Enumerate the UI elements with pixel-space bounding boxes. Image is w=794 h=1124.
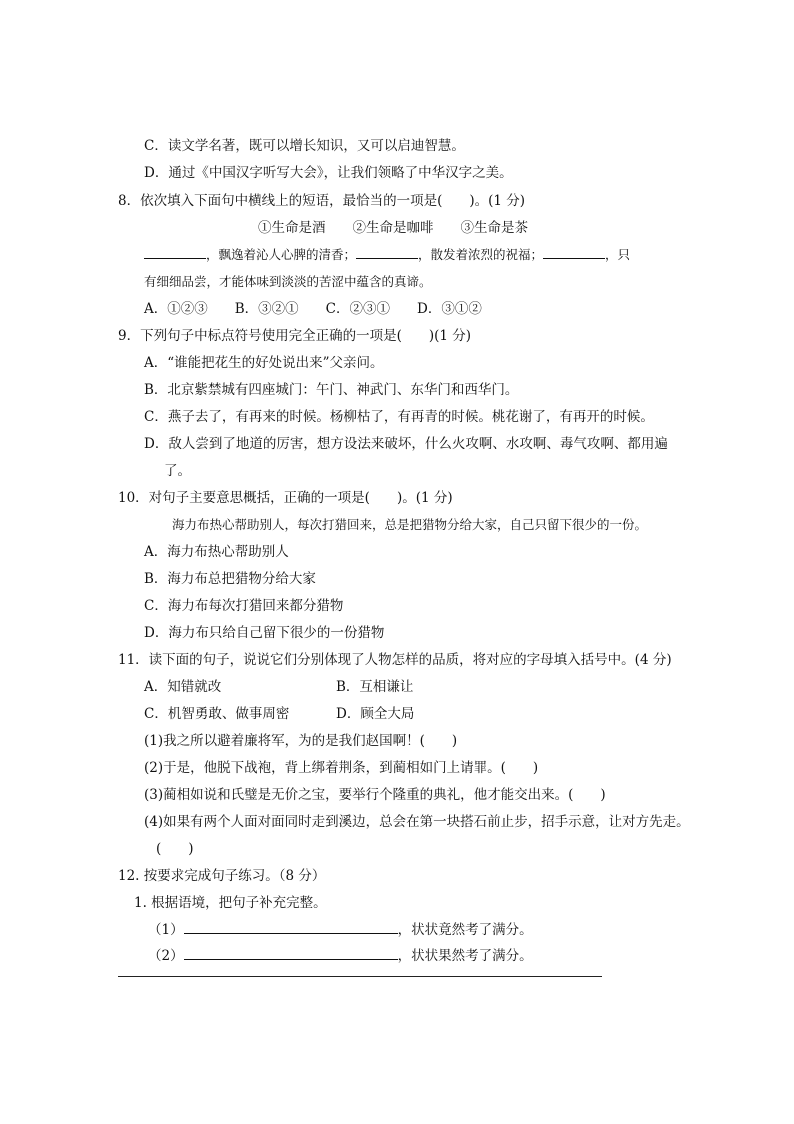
q11-sentence-4: (4)如果有两个人面对面同时走到溪边，总会在第一块搭石前止步，招手示意，让对方先走。 bbox=[144, 814, 690, 830]
q10-option-b: B．海力布总把猎物分给大家 bbox=[144, 571, 316, 587]
q12-item-1 bbox=[148, 921, 533, 939]
q9-option-d-cont: 了。 bbox=[164, 463, 191, 479]
q11-stem: 11．读下面的句子，说说它们分别体现了人物怎样的品质，将对应的字母填入括号中。(4 分) bbox=[118, 652, 672, 668]
q9-option-c: C．燕子去了，有再来的时候。杨柳枯了，有再青的时候。桃花谢了，有再开的时候。 bbox=[144, 409, 654, 425]
q7-option-d: D．通过《中国汉字听写大会》，让我们领略了中华汉字之美。 bbox=[144, 165, 513, 181]
q8-stem: 8．依次填入下面句中横线上的短语，最恰当的一项是( )。(1 分) bbox=[118, 193, 526, 209]
q12-item-1-tail: ，状状竟然考了满分。 bbox=[397, 922, 533, 938]
q9-option-d: D．敌人尝到了地道的厉害，想方设法来破坏，什么火攻啊、水攻啊、毒气攻啊、都用遍 bbox=[144, 436, 668, 452]
q11-sentence-1: (1)我之所以避着廉将军，为的是我们赵国啊！( ) bbox=[144, 733, 458, 749]
q12-sub-instruction: 1. 根据语境，把句子补充完整。 bbox=[134, 895, 327, 911]
q9-option-b: B．北京紫禁城有四座城门：午门、神武门、东华门和西华门。 bbox=[144, 382, 519, 398]
q8-phrases: ①生命是酒 ②生命是咖啡 ③生命是茶 bbox=[258, 220, 528, 236]
q11-sentence-2: (2)于是，他脱下战袍，背上绑着荆条，到蔺相如门上请罪。( ) bbox=[144, 760, 539, 776]
q10-option-a: A．海力布热心帮助别人 bbox=[144, 544, 289, 560]
q12-item-2-tail: ，状状果然考了满分。 bbox=[397, 948, 533, 964]
q8-sentence-line1 bbox=[144, 246, 630, 264]
q12-item-2-label: （2） bbox=[148, 948, 184, 964]
q10-option-d: D．海力布只给自己留下很少的一份猎物 bbox=[144, 625, 385, 641]
q12-blank-2[interactable] bbox=[184, 947, 398, 960]
q8-text-b: ，散发着浓烈的祝福； bbox=[418, 247, 544, 262]
q8-text-a: ，飘逸着沁人心脾的清香； bbox=[206, 247, 357, 262]
q10-option-c: C．海力布每次打猎回来都分猎物 bbox=[144, 598, 344, 614]
q11-option-a: A．知错就改 bbox=[144, 679, 222, 695]
q10-sentence: 海力布热心帮助别人，每次打猎回来，总是把猎物分给大家，自己只留下很少的一份。 bbox=[172, 517, 648, 532]
footer-divider bbox=[118, 976, 602, 977]
q7-option-c: C．读文学名著，既可以增长知识，又可以启迪智慧。 bbox=[144, 138, 465, 154]
q12-stem: 12. 按要求完成句子练习。（8 分） bbox=[118, 868, 326, 884]
q11-option-b: B．互相谦让 bbox=[336, 679, 414, 695]
q8-options: A．①②③ B．③②① C．②③① D．③①② bbox=[144, 301, 482, 317]
q12-item-1-label: （1） bbox=[148, 922, 184, 938]
q10-stem: 10．对句子主要意思概括，正确的一项是( )。(1 分) bbox=[118, 490, 453, 506]
q8-blank-3[interactable] bbox=[543, 246, 605, 259]
q8-sentence-line2: 有细细品尝，才能体味到淡淡的苦涩中蕴含的真谛。 bbox=[144, 274, 432, 289]
q8-blank-1[interactable] bbox=[144, 246, 206, 259]
q9-option-a: A．“谁能把花生的好处说出来”父亲问。 bbox=[144, 355, 384, 371]
q9-stem: 9．下列句子中标点符号使用完全正确的一项是( )(1 分) bbox=[118, 328, 472, 344]
q8-text-c: ，只 bbox=[605, 247, 631, 262]
q11-sentence-3: (3)蔺相如说和氏璧是无价之宝，要举行个隆重的典礼，他才能交出来。( ) bbox=[144, 787, 606, 803]
q12-item-2 bbox=[148, 947, 533, 965]
q11-option-c: C．机智勇敢、做事周密 bbox=[144, 706, 290, 722]
q8-blank-2[interactable] bbox=[356, 246, 418, 259]
q11-sentence-4-answer: ( ) bbox=[156, 841, 194, 857]
q11-option-d: D．顾全大局 bbox=[336, 706, 415, 722]
q12-blank-1[interactable] bbox=[184, 921, 398, 934]
